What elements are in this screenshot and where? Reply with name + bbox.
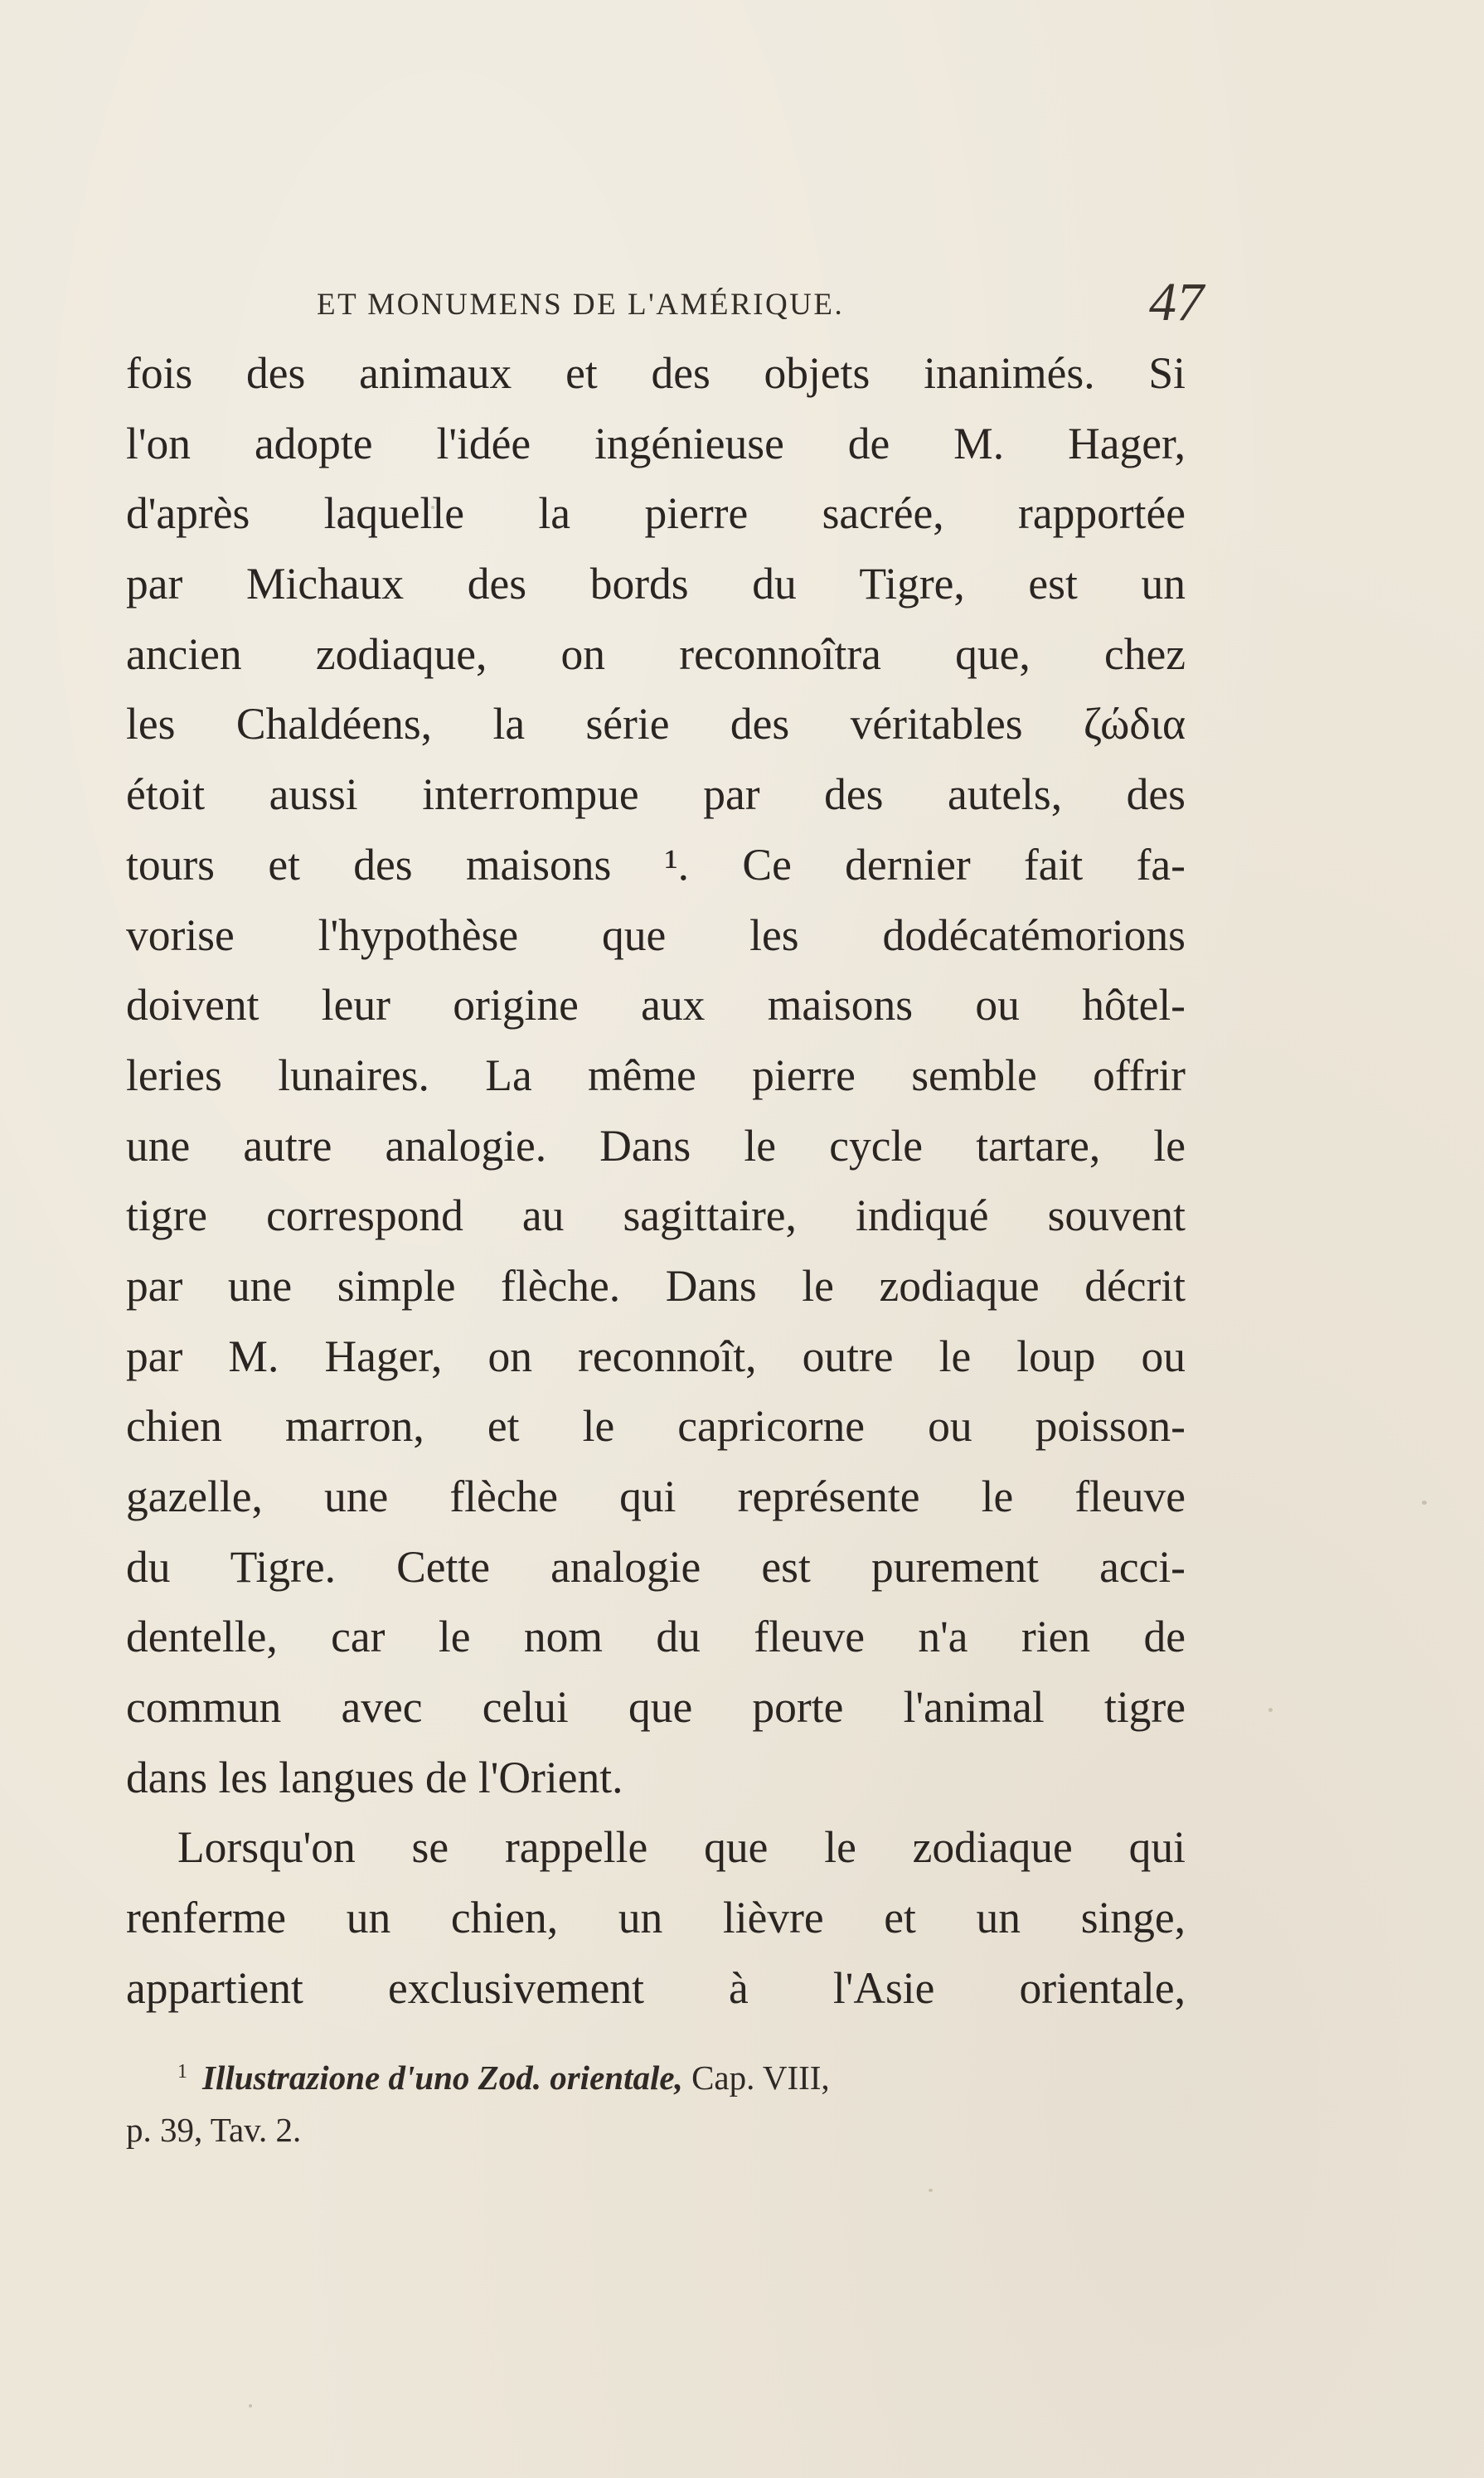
text-line: étoit aussi interrompue par des autels, des — [126, 769, 1186, 820]
text-line: leries lunaires. La même pierre semble offrir — [126, 1050, 1186, 1100]
page-number: 47 — [1149, 272, 1204, 332]
text-line: doivent leur origine aux maisons ou hôtel- — [126, 980, 1186, 1030]
text-line: par une simple flèche. Dans le zodiaque décrit — [126, 1260, 1186, 1311]
text-line: ancien zodiaque, on reconnoîtra que, chez — [126, 628, 1186, 679]
paper-speck — [249, 2404, 252, 2408]
footnote-title: Illustrazione d'uno Zod. orientale, — [202, 2059, 683, 2097]
text-line: d'après laquelle la pierre sacrée, rapportée — [126, 488, 1186, 539]
text-line: par Michaux des bords du Tigre, est un — [126, 559, 1186, 609]
text-line: commun avec celui que porte l'animal tigre — [126, 1682, 1186, 1733]
text-line: Lorsqu'on se rappelle que le zodiaque qui — [177, 1822, 1186, 1873]
footnote-line — [126, 2043, 1186, 2101]
paper-speck — [1268, 1708, 1273, 1712]
text-line: dans les langues de l'Orient. — [126, 1752, 623, 1802]
text-line: l'on adopte l'idée ingénieuse de M. Hager, — [126, 418, 1186, 468]
footnote-marker: 1 — [177, 2061, 187, 2083]
text-line: une autre analogie. Dans le cycle tartare, le — [126, 1120, 1186, 1171]
footnote — [126, 2043, 1186, 2159]
running-title: ET MONUMENS DE L'AMÉRIQUE. — [317, 288, 845, 322]
text-line: vorise l'hypothèse que les dodécatémorions — [126, 909, 1186, 960]
text-line: du Tigre. Cette analogie est purement acci- — [126, 1541, 1186, 1592]
text-line: les Chaldéens, la série des véritables ζώδια — [126, 699, 1186, 749]
body-text — [126, 338, 1186, 2024]
text-line: tours et des maisons ¹. Ce dernier fait fa- — [126, 839, 1186, 890]
text-line: dentelle, car le nom du fleuve n'a rien de — [126, 1612, 1186, 1662]
paper-speck — [1422, 1501, 1427, 1505]
footnote-reference: Cap. VIII, — [682, 2059, 830, 2097]
text-line: fois des animaux et des objets inanimés. Si — [126, 348, 1186, 398]
text-line: appartient exclusivement à l'Asie orientale, — [126, 1962, 1186, 2013]
text-line: renferme un chien, un lièvre et un singe, — [126, 1893, 1186, 1943]
text-line: gazelle, une flèche qui représente le fleuve — [126, 1472, 1186, 1521]
text-line: chien marron, et le capricorne ou poisson- — [126, 1401, 1186, 1452]
text-line: par M. Hager, on reconnoît, outre le loup ou — [126, 1331, 1186, 1381]
text-line: tigre correspond au sagittaire, indiqué souvent — [126, 1191, 1186, 1241]
running-head — [317, 272, 1204, 332]
footnote-line: p. 39, Tav. 2. — [126, 2111, 302, 2149]
paper-speck — [929, 2189, 933, 2192]
